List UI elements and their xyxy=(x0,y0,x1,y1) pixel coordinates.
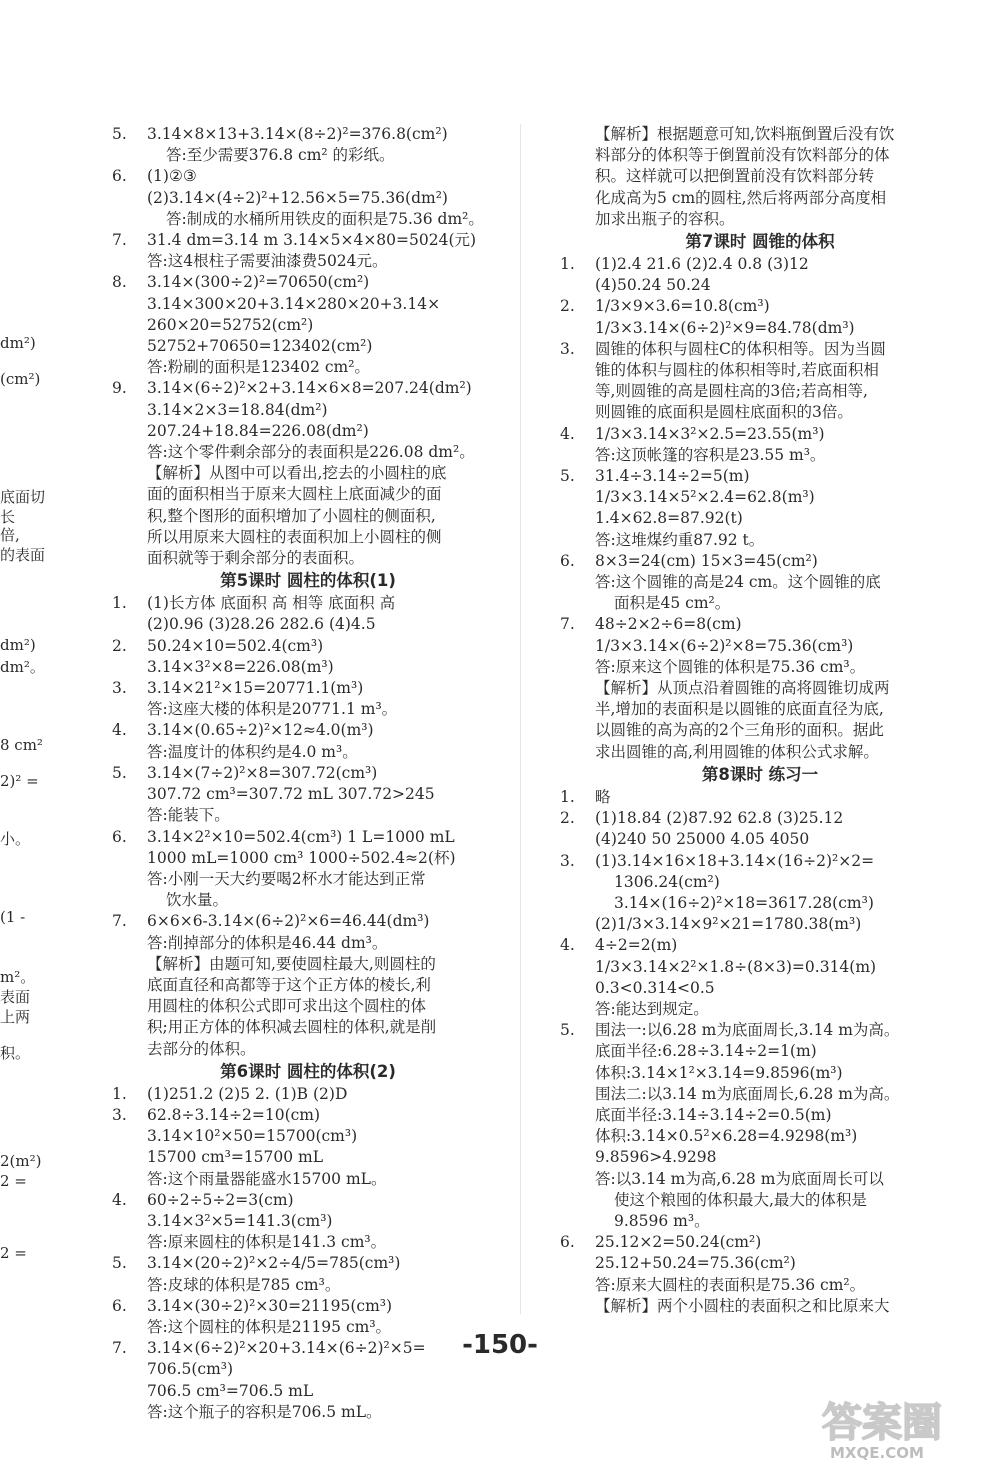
answer-text: 3.14×21²×15=20771.1(m³) xyxy=(147,679,364,698)
question-number: 3. xyxy=(560,339,575,358)
answer-line xyxy=(560,508,960,529)
answer-line xyxy=(112,1275,504,1296)
answer-line xyxy=(560,1063,960,1084)
answer-text: 等,则圆锥的高是圆柱高的3倍;若高相等, xyxy=(595,382,868,401)
answer-text: 答:原来大圆柱的表面积是75.36 cm²。 xyxy=(595,1275,866,1294)
answer-line xyxy=(112,742,504,763)
answer-line xyxy=(560,678,960,699)
edge-fragment: (1 - xyxy=(0,908,26,926)
answer-line xyxy=(112,975,504,996)
question-number: 5. xyxy=(112,1254,127,1273)
answer-text: 3.14×10²×50=15700(cm³) xyxy=(147,1127,358,1146)
answer-line xyxy=(112,996,504,1017)
answer-line xyxy=(112,1253,504,1274)
answer-line xyxy=(112,827,504,848)
answer-text: (1)3.14×16×18+3.14×(16÷2)²×2= xyxy=(595,851,875,870)
answer-text: 答:削掉部分的体积是46.44 dm³。 xyxy=(147,933,388,952)
answer-text: 以圆锥的高为高的2个三角形的面积。据此 xyxy=(595,721,884,740)
answer-text: 706.5 cm³=706.5 mL xyxy=(147,1381,314,1400)
answer-text: 3.14×3²×5=141.3(cm³) xyxy=(147,1211,333,1230)
question-number: 4. xyxy=(560,936,575,955)
answer-text: 【解析】根据题意可知,饮料瓶倒置后没有饮 xyxy=(595,125,895,143)
question-number: 1. xyxy=(112,594,127,613)
answer-text: 答:原来这个圆锥的体积是75.36 cm³。 xyxy=(595,657,866,676)
answer-line xyxy=(560,275,960,296)
answer-text: 料部分的体积等于倒置前没有饮料部分的体 xyxy=(595,146,890,165)
answer-text: 31.4÷3.14÷2=5(m) xyxy=(595,467,750,486)
answer-line xyxy=(112,784,504,805)
answer-line xyxy=(560,593,960,614)
answer-line xyxy=(560,1147,960,1168)
answer-text: 答:这4根柱子需要油漆费5024元。 xyxy=(147,252,388,271)
edge-fragment: 表面 xyxy=(0,988,31,1006)
question-number: 3. xyxy=(560,851,575,870)
lesson-heading: 第8课时 练习一 xyxy=(701,764,819,784)
answer-text: 4÷2=2(m) xyxy=(595,936,678,955)
answer-line xyxy=(560,742,960,763)
watermark-site: MXQE.COM xyxy=(830,1444,924,1462)
answer-text: 积,整个图形的面积增加了小圆柱的侧面积, xyxy=(147,506,436,525)
answer-text: 化成高为5 cm的圆柱,然后将两部分高度相 xyxy=(595,188,887,207)
question-number: 7. xyxy=(560,615,575,634)
answer-text: (2)3.14×(4÷2)²+12.56×5=75.36(dm²) xyxy=(147,188,448,207)
answer-text: 半,增加的表面积是以圆锥的底面直径为底, xyxy=(595,700,884,719)
answer-line xyxy=(560,360,960,381)
column-divider xyxy=(520,124,521,1314)
answer-text: 9.8596 m³。 xyxy=(614,1211,710,1230)
edge-fragment: 上两 xyxy=(0,1008,31,1026)
edge-fragment: dm²) xyxy=(0,636,36,654)
answer-line xyxy=(112,1211,504,1232)
edge-fragment: m²。 xyxy=(0,968,36,986)
answer-line xyxy=(560,145,960,166)
answer-text: (4)50.24 50.24 xyxy=(595,276,711,295)
answer-line xyxy=(560,808,960,829)
question-number: 5. xyxy=(112,125,127,143)
answer-text: 3.14×(6÷2)²×20+3.14×(6÷2)²×5= xyxy=(147,1339,426,1358)
answer-text: (2)1/3×3.14×9²×21=1780.38(m³) xyxy=(595,915,862,934)
answer-line xyxy=(560,1275,960,1296)
question-number: 3. xyxy=(112,1105,127,1124)
answer-line xyxy=(112,188,504,209)
answer-text: 1.4×62.8=87.92(t) xyxy=(595,509,743,528)
answer-line xyxy=(560,957,960,978)
answer-text: 用圆柱的体积公式即可求出这个圆柱的体 xyxy=(147,997,427,1016)
answer-text: 略 xyxy=(595,787,611,806)
answer-line xyxy=(112,124,504,145)
answer-line xyxy=(560,445,960,466)
answer-text: 25.12+50.24=75.36(cm²) xyxy=(595,1254,796,1273)
answer-text: 【解析】由题可知,要使圆柱最大,则圆柱的 xyxy=(147,954,436,973)
answer-line xyxy=(112,1402,504,1423)
answer-text: 【解析】从顶点沿着圆锥的高将圆锥切成两 xyxy=(595,679,890,698)
answer-text: 3.14×(16÷2)²×18=3617.28(cm³) xyxy=(614,893,874,912)
answer-line xyxy=(112,251,504,272)
answer-text: 答:皮球的体积是785 cm³。 xyxy=(147,1275,341,1294)
answer-line xyxy=(112,421,504,442)
answer-text: 答:这堆煤约重87.92 t。 xyxy=(595,530,765,549)
middle-column xyxy=(112,124,504,1423)
answer-line xyxy=(112,614,504,635)
edge-fragment: 长 xyxy=(0,508,16,526)
answer-text: 答:这个圆柱的体积是21195 cm³。 xyxy=(147,1317,392,1336)
answer-text: 去部分的体积。 xyxy=(147,1039,256,1058)
answer-text: 答:小刚一天大约要喝2杯水才能达到正常 xyxy=(147,869,426,888)
question-number: 6. xyxy=(112,167,127,186)
question-number: 8. xyxy=(112,273,127,292)
answer-line xyxy=(560,914,960,935)
question-number: 2. xyxy=(560,297,575,316)
answer-text: (1)2.4 21.6 (2)2.4 0.8 (3)12 xyxy=(595,255,809,274)
answer-line xyxy=(560,209,960,230)
answer-text: 积。这样就可以把倒置前没有饮料部分转 xyxy=(595,167,875,186)
question-number: 9. xyxy=(112,379,127,398)
question-number: 6. xyxy=(112,827,127,846)
answer-line xyxy=(560,1084,960,1105)
answer-line xyxy=(112,1296,504,1317)
answer-text: 25.12×2=50.24(cm²) xyxy=(595,1233,762,1252)
question-number: 1. xyxy=(560,255,575,274)
edge-fragment: dm²。 xyxy=(0,658,45,676)
answer-line xyxy=(112,657,504,678)
answer-line xyxy=(560,1105,960,1126)
answer-text: 1/3×3.14×2²×1.8÷(8×3)=0.314(m) xyxy=(595,957,877,976)
answer-line xyxy=(112,720,504,741)
edge-fragment: 8 cm² xyxy=(0,736,43,754)
answer-line xyxy=(112,1359,504,1380)
question-number: 6. xyxy=(560,551,575,570)
edge-fragment: 积。 xyxy=(0,1044,31,1062)
answer-line xyxy=(560,572,960,593)
answer-line xyxy=(560,657,960,678)
answer-line xyxy=(560,935,960,956)
answer-text: (2)0.96 (3)28.26 282.6 (4)4.5 xyxy=(147,615,376,634)
answer-text: 6×6×6-3.14×(6÷2)²×6=46.44(dm³) xyxy=(147,912,430,931)
answer-text: 3.14×8×13+3.14×(8÷2)²=376.8(cm²) xyxy=(147,125,448,143)
answer-line xyxy=(112,166,504,187)
answer-line xyxy=(112,463,504,484)
answer-text: 答:原来圆柱的体积是141.3 cm³。 xyxy=(147,1233,387,1252)
answer-text: 答:以3.14 m为高,6.28 m为底面周长可以 xyxy=(595,1169,884,1188)
answer-line xyxy=(560,1020,960,1041)
answer-text: 3.14×(7÷2)²×8=307.72(cm³) xyxy=(147,763,378,782)
question-number: 4. xyxy=(560,424,575,443)
answer-text: 3.14×3²×8=226.08(m³) xyxy=(147,657,334,676)
answer-line xyxy=(560,787,960,808)
answer-line xyxy=(560,424,960,445)
answer-text: 1/3×3.14×3²×2.5=23.55(m³) xyxy=(595,424,825,443)
answer-line xyxy=(112,869,504,890)
lesson-heading: 第7课时 圆锥的体积 xyxy=(685,232,835,252)
page-number: -150- xyxy=(462,1330,538,1360)
answer-line xyxy=(112,954,504,975)
edge-fragment: 2)² = xyxy=(0,772,39,790)
answer-line xyxy=(560,487,960,508)
answer-line xyxy=(112,294,504,315)
answer-text: (1)251.2 (2)5 2. (1)B (2)D xyxy=(147,1084,348,1103)
edge-fragment: 2 = xyxy=(0,1172,27,1190)
answer-text: 答:这个零件剩余部分的表面积是226.08 dm²。 xyxy=(147,443,475,462)
answer-line xyxy=(112,527,504,548)
answer-line xyxy=(112,593,504,614)
answer-line xyxy=(112,1105,504,1126)
answer-text: 0.3<0.314<0.5 xyxy=(595,978,715,997)
question-number: 6. xyxy=(112,1296,127,1315)
answer-text: 1306.24(cm²) xyxy=(614,872,720,891)
answer-text: 答:粉刷的面积是123402 cm²。 xyxy=(147,358,370,377)
right-column xyxy=(560,124,960,1317)
answer-text: 3.14×2×3=18.84(dm²) xyxy=(147,400,328,419)
answer-text: 1/3×9×3.6=10.8(cm³) xyxy=(595,297,770,316)
answer-text: 3.14×300×20+3.14×280×20+3.14× xyxy=(147,294,441,313)
answer-text: 15700 cm³=15700 mL xyxy=(147,1148,324,1167)
answer-text: 9.8596>4.9298 xyxy=(595,1148,717,1167)
answer-line xyxy=(112,911,504,932)
answer-text: (1)②③ xyxy=(147,167,197,186)
answer-line xyxy=(560,466,960,487)
answer-line xyxy=(560,614,960,635)
answer-line xyxy=(112,805,504,826)
answer-text: 答:这个瓶子的容积是706.5 mL。 xyxy=(147,1402,382,1421)
answer-text: 31.4 dm=3.14 m 3.14×5×4×80=5024(元) xyxy=(147,231,477,250)
answer-text: 1000 mL=1000 cm³ 1000÷502.4≈2(杯) xyxy=(147,848,456,867)
answer-text: 50.24×10=502.4(cm³) xyxy=(147,636,324,655)
edge-fragment: dm²) xyxy=(0,334,36,352)
question-number: 5. xyxy=(560,467,575,486)
answer-line xyxy=(112,315,504,336)
answer-line xyxy=(112,636,504,657)
answer-line xyxy=(560,296,960,317)
question-number: 1. xyxy=(112,1084,127,1103)
answer-line xyxy=(112,506,504,527)
answer-text: 【解析】两个小圆柱的表面积之和比原来大 xyxy=(595,1296,890,1315)
answer-line xyxy=(560,1211,960,1232)
edge-fragment: 2 = xyxy=(0,1244,27,1262)
answer-line xyxy=(560,999,960,1020)
answer-line xyxy=(560,720,960,741)
lesson-heading: 第6课时 圆柱的体积(2) xyxy=(220,1061,396,1081)
answer-text: 底面半径:6.28÷3.14÷2=1(m) xyxy=(595,1042,817,1061)
lesson-heading: 第5课时 圆柱的体积(1) xyxy=(220,571,396,591)
question-number: 3. xyxy=(112,679,127,698)
answer-line xyxy=(112,336,504,357)
answer-text: 底面半径:3.14÷3.14÷2=0.5(m) xyxy=(595,1105,832,1124)
answer-text: 围法一:以6.28 m为底面周长,3.14 m为高。 xyxy=(595,1021,900,1040)
answer-text: 答:能达到规定。 xyxy=(595,999,709,1018)
answer-line xyxy=(112,1147,504,1168)
answer-text: 圆锥的体积与圆柱C的体积相等。因为当圆 xyxy=(595,339,886,358)
answer-line xyxy=(560,1041,960,1062)
answer-line xyxy=(560,166,960,187)
answer-line xyxy=(560,551,960,572)
answer-line xyxy=(560,1253,960,1274)
edge-fragment: (cm²) xyxy=(0,370,41,388)
answer-text: 求出圆锥的高,利用圆锥的体积公式求解。 xyxy=(595,742,879,761)
answer-line xyxy=(112,699,504,720)
answer-text: 60÷2÷5÷2=3(cm) xyxy=(147,1190,294,1209)
watermark-logo-text: 答案圈 xyxy=(822,1400,942,1446)
answer-line xyxy=(112,1190,504,1211)
answer-text: 所以用原来大圆柱的表面积加上小圆柱的侧 xyxy=(147,527,442,546)
answer-line xyxy=(112,230,504,251)
answer-line xyxy=(560,1190,960,1211)
answer-text: 锥的体积与圆柱的体积相等时,若底面积相 xyxy=(595,361,879,380)
answer-line xyxy=(560,636,960,657)
answer-text: 3.14×(30÷2)²×30=21195(cm³) xyxy=(147,1296,393,1315)
answer-text: 面积是45 cm²。 xyxy=(614,594,731,613)
edge-fragment: 2(m²) xyxy=(0,1152,42,1170)
answer-text: 体积:3.14×1²×3.14=9.8596(m³) xyxy=(595,1063,843,1082)
question-number: 5. xyxy=(112,763,127,782)
answer-line xyxy=(560,699,960,720)
question-number: 7. xyxy=(112,231,127,250)
answer-line xyxy=(112,272,504,293)
question-number: 4. xyxy=(112,1190,127,1209)
answer-text: 3.14×(0.65÷2)²×12≈4.0(m³) xyxy=(147,721,374,740)
answer-text: 加求出瓶子的容积。 xyxy=(595,209,735,228)
answer-line xyxy=(560,188,960,209)
answer-text: (4)240 50 25000 4.05 4050 xyxy=(595,830,810,849)
answer-line xyxy=(560,530,960,551)
answer-text: 饮水量。 xyxy=(166,891,229,910)
edge-fragment: 倍, xyxy=(0,526,20,544)
answer-text: 体积:3.14×0.5²×6.28=4.9298(m³) xyxy=(595,1127,858,1146)
answer-text: 1/3×3.14×(6÷2)²×8=75.36(cm³) xyxy=(595,636,854,655)
answer-line xyxy=(112,678,504,699)
answer-line xyxy=(112,400,504,421)
answer-text: 积;用正方体的体积减去圆柱的体积,就是削 xyxy=(147,1018,437,1037)
edge-fragment: 底面切 xyxy=(0,488,46,506)
answer-text: 答:制成的水桶所用铁皮的面积是75.36 dm²。 xyxy=(166,209,484,228)
question-number: 2. xyxy=(112,636,127,655)
answer-line xyxy=(112,763,504,784)
answer-line xyxy=(112,1381,504,1402)
answer-text: 48÷2×2÷6=8(cm) xyxy=(595,615,742,634)
answer-text: 答:能装下。 xyxy=(147,806,230,825)
question-number: 7. xyxy=(112,912,127,931)
answer-line xyxy=(560,829,960,850)
answer-line xyxy=(560,1126,960,1147)
answer-text: 3.14×(6÷2)²×2+3.14×6×8=207.24(dm²) xyxy=(147,379,472,398)
answer-line xyxy=(560,978,960,999)
answer-text: 62.8÷3.14÷2=10(cm) xyxy=(147,1105,321,1124)
answer-text: 答:至少需要376.8 cm² 的彩纸。 xyxy=(166,146,395,165)
answer-line xyxy=(560,124,960,145)
answer-text: 207.24+18.84=226.08(dm²) xyxy=(147,421,369,440)
answer-text: 答:温度计的体积约是4.0 m³。 xyxy=(147,742,358,761)
answer-text: 面的面积相当于原来大圆柱上底面减少的面 xyxy=(147,485,442,504)
answer-line xyxy=(112,1017,504,1038)
answer-line xyxy=(560,851,960,872)
answer-text: 围法二:以3.14 m为底面周长,6.28 m为高。 xyxy=(595,1084,900,1103)
answer-line xyxy=(112,1232,504,1253)
question-number: 2. xyxy=(560,809,575,828)
answer-text: 使这个粮囤的体积最大,最大的体积是 xyxy=(614,1190,867,1209)
answer-text: 答:这个圆锥的高是24 cm。这个圆锥的底 xyxy=(595,573,881,592)
question-number: 5. xyxy=(560,1021,575,1040)
answer-text: 【解析】从图中可以看出,挖去的小圆柱的底 xyxy=(147,464,447,483)
answer-line xyxy=(112,848,504,869)
answer-line xyxy=(560,318,960,339)
answer-text: 底面直径和高都等于这个正方体的棱长,利 xyxy=(147,975,431,994)
answer-line xyxy=(560,1232,960,1253)
answer-text: 答:这个雨量器能盛水15700 mL。 xyxy=(147,1169,387,1188)
answer-line xyxy=(560,402,960,423)
edge-fragment: 小。 xyxy=(0,830,31,848)
answer-text: 307.72 cm³=307.72 mL 307.72>245 xyxy=(147,785,435,804)
answer-line xyxy=(112,209,504,230)
answer-line xyxy=(112,1039,504,1060)
answer-text: 3.14×2²×10=502.4(cm³) 1 L=1000 mL xyxy=(147,827,455,846)
answer-text: 1/3×3.14×(6÷2)²×9=84.78(dm³) xyxy=(595,318,855,337)
answer-line xyxy=(112,145,504,166)
answer-text: 面积就等于剩余部分的表面积。 xyxy=(147,549,365,568)
question-number: 4. xyxy=(112,721,127,740)
answer-text: 答:这座大楼的体积是20771.1 m³。 xyxy=(147,700,398,719)
answer-line xyxy=(560,893,960,914)
answer-line xyxy=(112,1084,504,1105)
answer-line xyxy=(112,890,504,911)
answer-line xyxy=(112,548,504,569)
answer-line xyxy=(560,1296,960,1317)
answer-text: 706.5(cm³) xyxy=(147,1360,234,1379)
answer-text: 8×3=24(cm) 15×3=45(cm²) xyxy=(595,551,818,570)
answer-text: (1)长方体 底面积 高 相等 底面积 高 xyxy=(147,594,396,613)
question-number: 6. xyxy=(560,1233,575,1252)
answer-text: 答:这顶帐篷的容积是23.55 m³。 xyxy=(595,445,826,464)
answer-text: 52752+70650=123402(cm²) xyxy=(147,337,373,356)
answer-line xyxy=(112,1169,504,1190)
edge-fragment: 的表面 xyxy=(0,546,46,564)
answer-line xyxy=(560,872,960,893)
left-page-edge-fragments xyxy=(0,0,46,1471)
answer-line xyxy=(112,933,504,954)
answer-line xyxy=(112,357,504,378)
question-number: 7. xyxy=(112,1339,127,1358)
answer-line xyxy=(560,339,960,360)
answer-text: (1)18.84 (2)87.92 62.8 (3)25.12 xyxy=(595,809,844,828)
answer-text: 1/3×3.14×5²×2.4=62.8(m³) xyxy=(595,488,815,507)
question-number: 1. xyxy=(560,787,575,806)
answer-text: 3.14×(20÷2)²×2÷4/5=785(cm³) xyxy=(147,1254,401,1273)
answer-line xyxy=(560,381,960,402)
answer-line xyxy=(112,442,504,463)
answer-line xyxy=(112,378,504,399)
answer-text: 260×20=52752(cm²) xyxy=(147,315,314,334)
answer-line xyxy=(560,1169,960,1190)
answer-line xyxy=(112,484,504,505)
answer-text: 3.14×(300÷2)²=70650(cm²) xyxy=(147,273,370,292)
answer-line xyxy=(560,254,960,275)
answer-line xyxy=(112,1126,504,1147)
answer-text: 则圆锥的底面积是圆柱底面积的3倍。 xyxy=(595,403,853,422)
